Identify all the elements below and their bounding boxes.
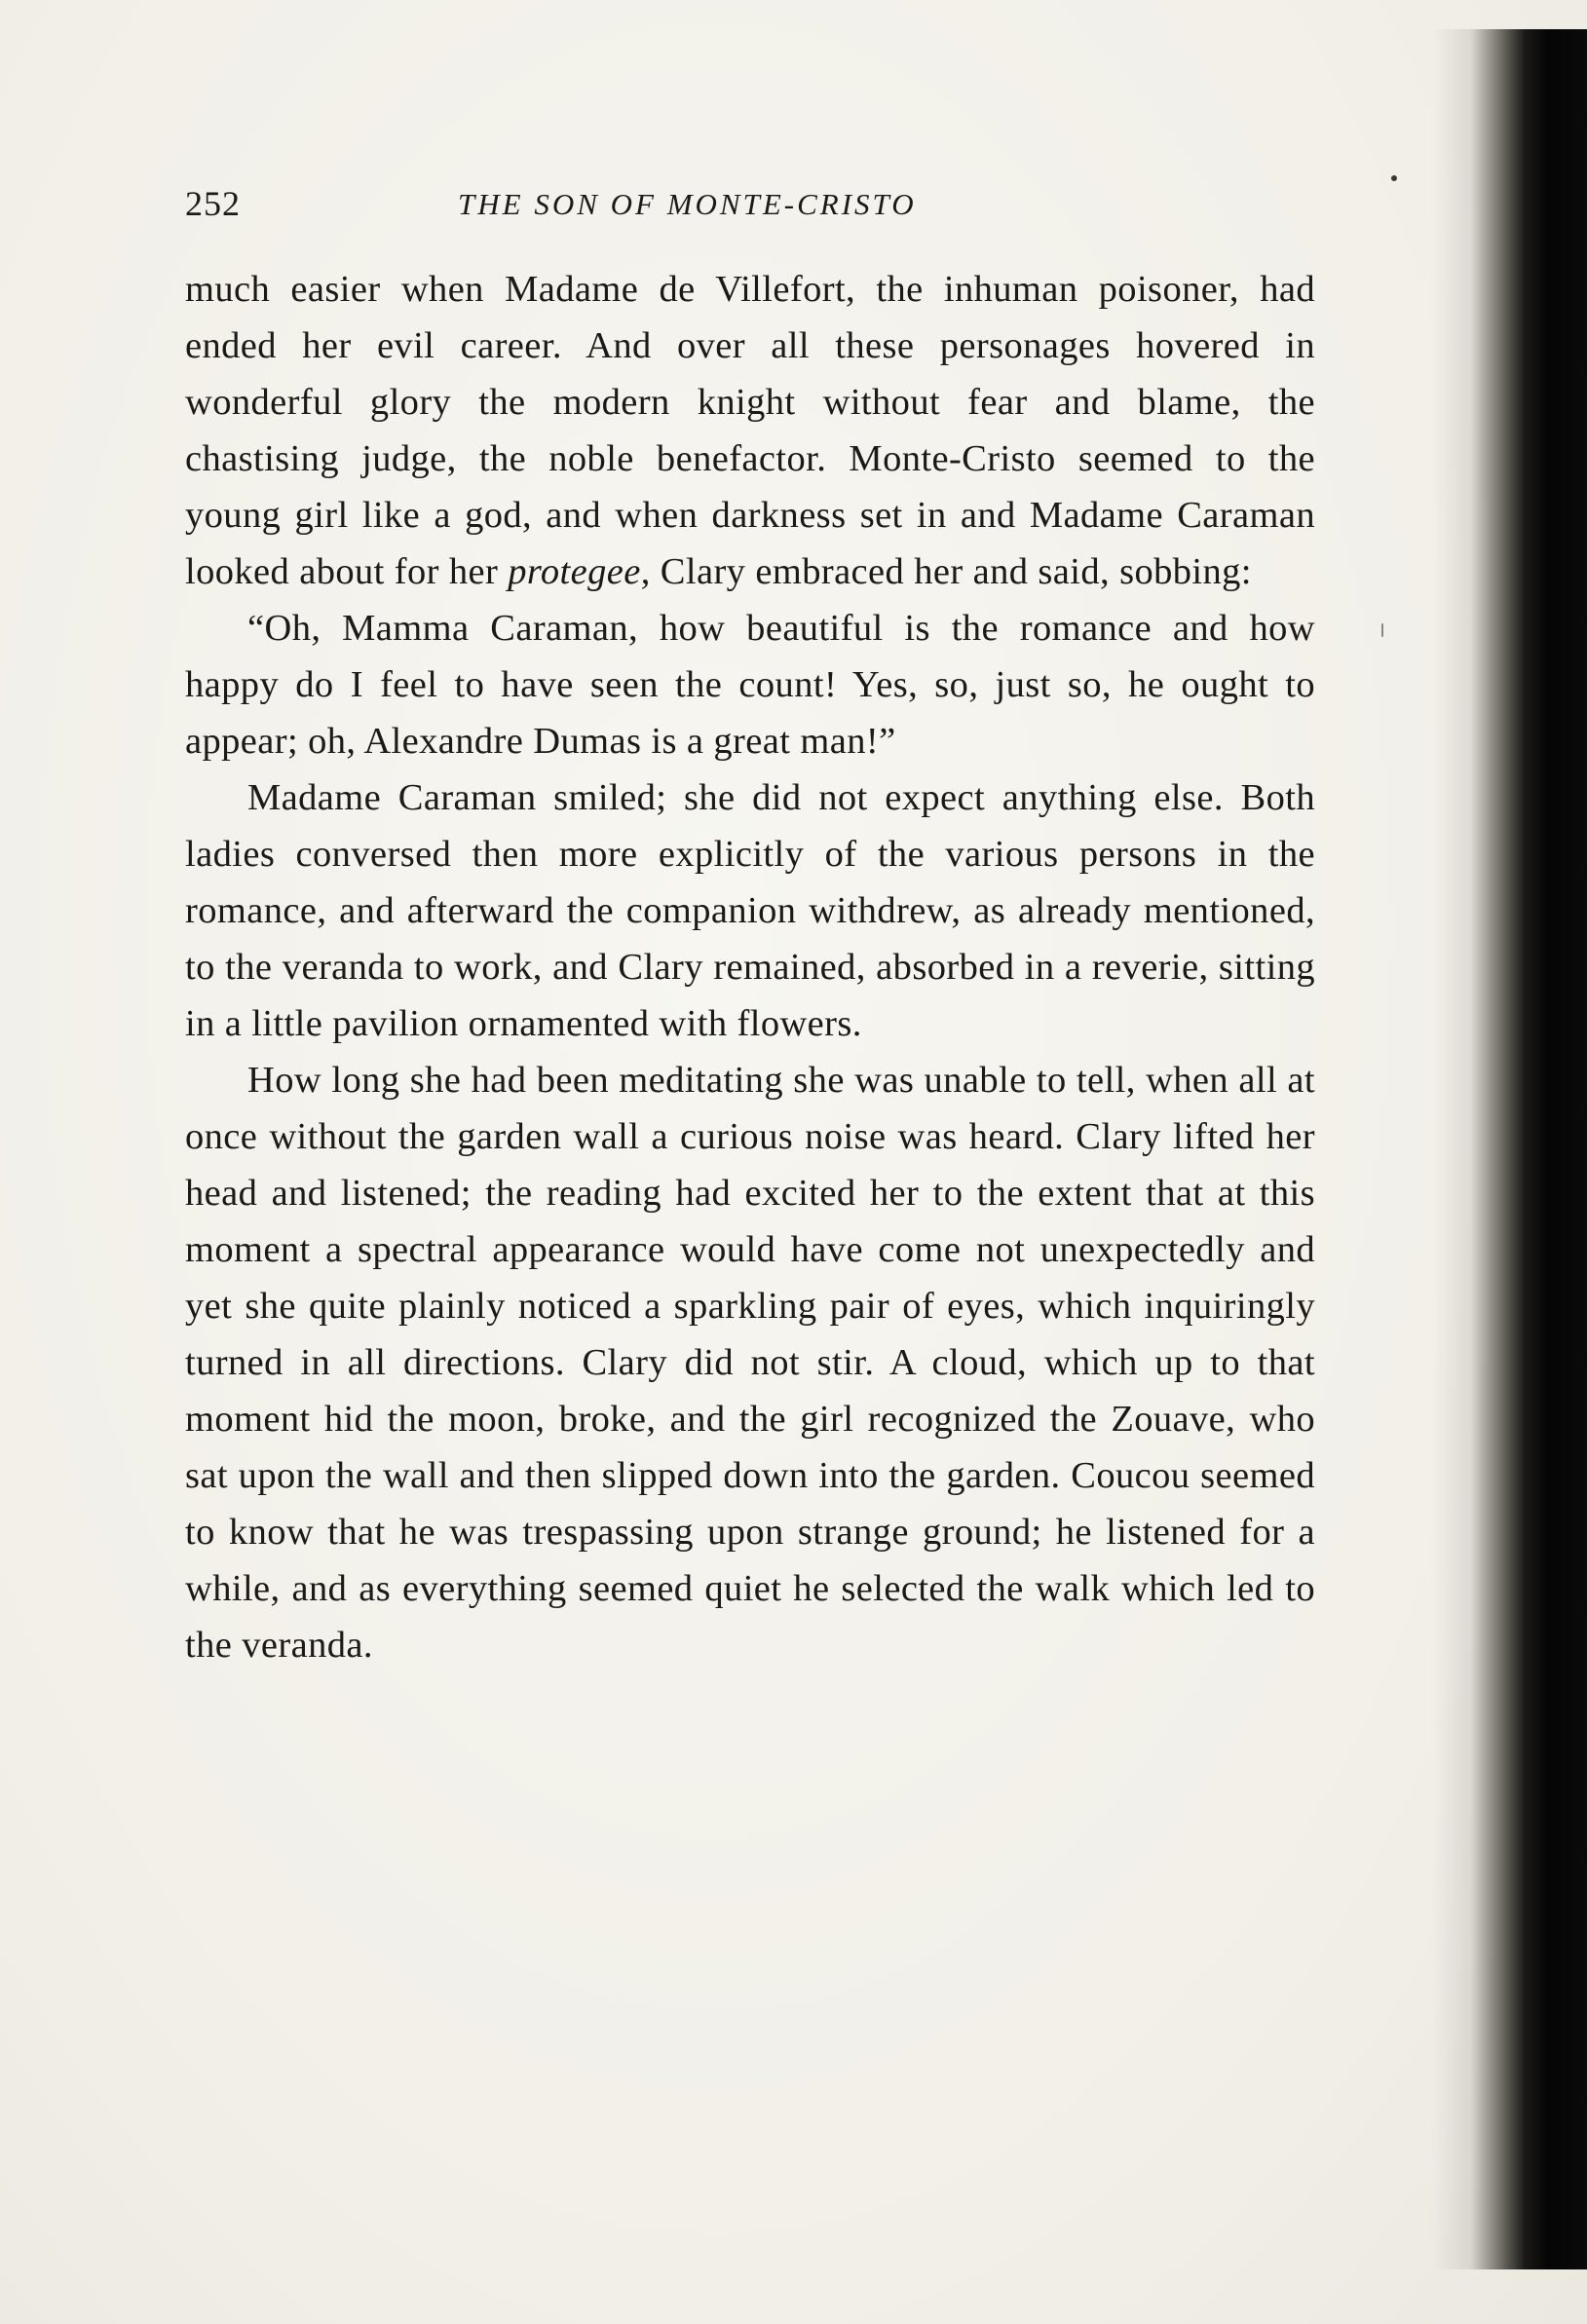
ink-speck: [1381, 623, 1383, 637]
paragraph-text: , Clary embraced her and said, sobbing:: [640, 551, 1252, 592]
paragraph-text: Madame Caraman smiled; she did not expect anything else. Both ladies conversed then more explicitly of the various persons in the romance, and afterward the companion withdrew, as already mentioned, to the veranda to work, and Clary remained, absorbed in a reverie, sitting in a little pavilion ornamented with flowers.: [185, 777, 1315, 1044]
page-number: 252: [185, 184, 241, 223]
paragraph-text: much easier when Madame de Villefort, the inhuman poisoner, had ended her evil career. And over all these personages hovered in wonderful glory the modern knight without fear and blame, the chastising judge, the noble benefactor. Monte-Cristo seemed to the young girl like a god, and when darkness set in and Madame Caraman looked about for her: [185, 269, 1315, 592]
italic-text: protegee: [508, 551, 641, 592]
paragraph: [185, 600, 1315, 769]
paragraph: [185, 769, 1315, 1052]
paragraph: [185, 261, 1315, 600]
paragraph: [185, 1052, 1315, 1673]
body-text: [185, 261, 1315, 1673]
running-head: [185, 175, 1315, 234]
binding-gutter-shadow: [1432, 29, 1587, 2269]
running-title: THE SON OF MONTE-CRISTO: [458, 187, 917, 221]
paragraph-text: How long she had been meditating she was unable to tell, when all at once without the garden wall a curious noise was heard. Clary lifted her head and listened; the reading had excited her to the extent that at this moment a spectral appearance would have come not unexpectedly and yet she quite plainly noticed a sparkling pair of eyes, which inquiringly turned in all directions. Clary did not stir. A cloud, which up to that moment hid the moon, broke, and the girl recognized the Zouave, who sat upon the wall and then slipped down into the garden. Coucou seemed to know that he was trespassing upon strange ground; he listened for a while, and as everything seemed quiet he selected the walk which led to the veranda.: [185, 1060, 1315, 1666]
ink-speck: [1391, 175, 1397, 181]
paragraph-text: “Oh, Mamma Caraman, how beautiful is the romance and how happy do I feel to have seen the count! Yes, so, just so, he ought to appear; oh, Alexandre Dumas is a great man!”: [185, 608, 1315, 762]
